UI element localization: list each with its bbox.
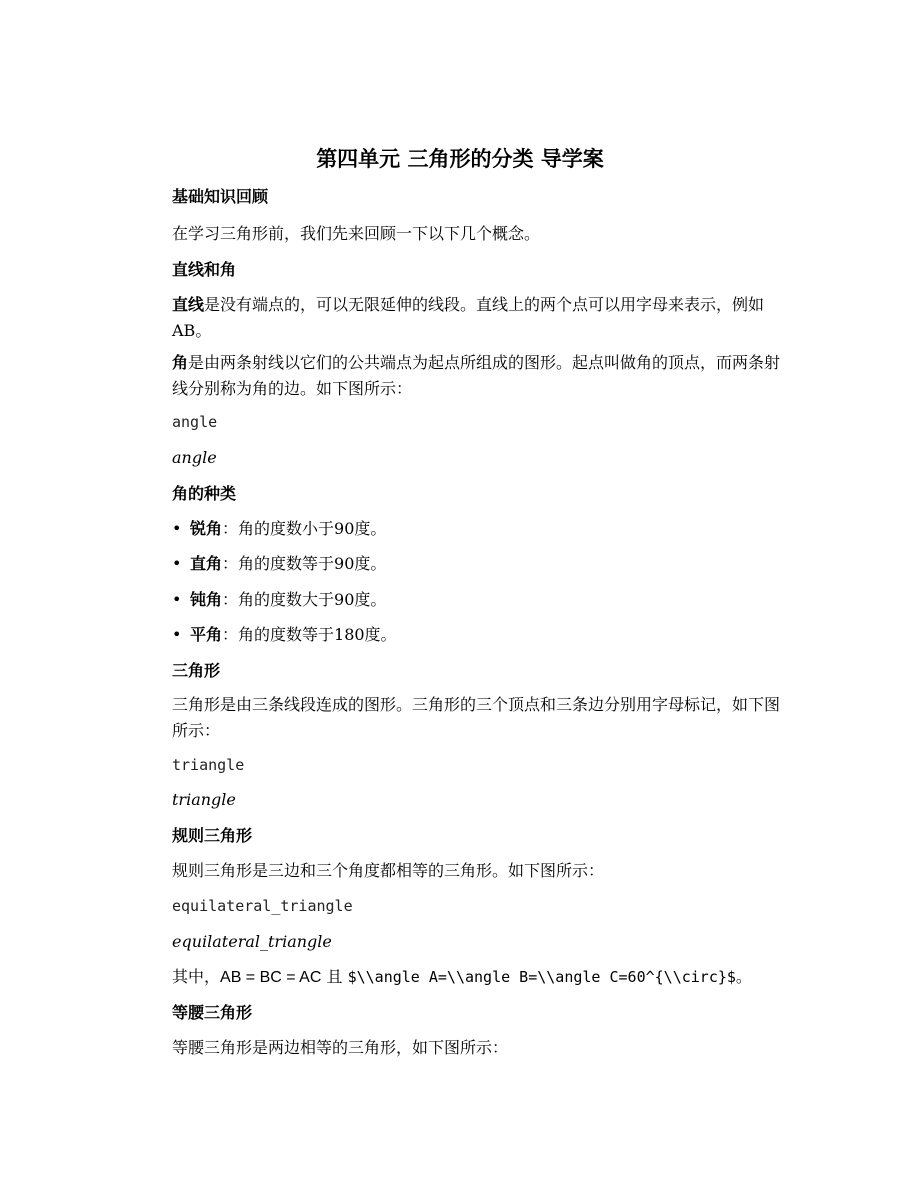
term-angle: 角 bbox=[172, 353, 189, 372]
heading-triangle: 三角形 bbox=[172, 661, 221, 680]
list-item-text: ：角的度数等于90度。 bbox=[222, 554, 387, 573]
document-title: 第四单元 三角形的分类 导学案 bbox=[316, 147, 604, 171]
note-end: 。 bbox=[735, 967, 752, 986]
note-mid: 且 bbox=[321, 967, 348, 986]
heading-basic-review: 基础知识回顾 bbox=[172, 187, 269, 206]
list-item-text: ：角的度数大于90度。 bbox=[222, 590, 387, 609]
paragraph-intro: 在学习三角形前，我们先来回顾一下以下几个概念。 bbox=[172, 224, 541, 243]
image-placeholder-triangle: triangle bbox=[172, 756, 245, 774]
heading-angle-types: 角的种类 bbox=[172, 484, 237, 503]
equation-sides: AB = BC = AC bbox=[220, 969, 322, 986]
latex-angles: $\\angle A=\\angle B=\\angle C=60^{\\circ}$ bbox=[347, 968, 736, 986]
term-acute: 锐角 bbox=[190, 519, 223, 538]
term-line: 直线 bbox=[172, 295, 205, 314]
paragraph-equilateral-note bbox=[172, 964, 792, 991]
note-prefix: 其中， bbox=[172, 967, 221, 986]
list-item bbox=[172, 516, 386, 542]
list-item bbox=[172, 622, 397, 648]
paragraph-isosceles-triangle: 等腰三角形是两边相等的三角形，如下图所示： bbox=[172, 1038, 509, 1057]
bullet-icon: • bbox=[172, 519, 182, 538]
image-caption-triangle: triangle bbox=[172, 790, 236, 809]
image-placeholder-equilateral: equilateral_triangle bbox=[172, 897, 353, 915]
list-item bbox=[172, 587, 386, 613]
paragraph-triangle-definition: 三角形是由三条线段连成的图形。三角形的三个顶点和三条边分别用字母标记，如下图所示： bbox=[172, 695, 781, 740]
heading-lines-angles: 直线和角 bbox=[172, 260, 237, 279]
image-placeholder-angle: angle bbox=[172, 413, 218, 431]
paragraph-angle-definition bbox=[172, 350, 792, 402]
list-item-text: ：角的度数等于180度。 bbox=[222, 625, 397, 644]
line-definition-text: 是没有端点的，可以无限延伸的线段。直线上的两个点可以用字母来表示，例如 AB。 bbox=[172, 295, 765, 340]
image-caption-equilateral: equilateral_triangle bbox=[172, 932, 332, 951]
term-obtuse: 钝角 bbox=[190, 590, 223, 609]
paragraph-line-definition bbox=[172, 292, 792, 344]
term-right: 直角 bbox=[190, 554, 223, 573]
bullet-icon: • bbox=[172, 625, 182, 644]
term-straight: 平角 bbox=[190, 625, 223, 644]
heading-isosceles-triangle: 等腰三角形 bbox=[172, 1003, 253, 1022]
angle-definition-text: 是由两条射线以它们的公共端点为起点所组成的图形。起点叫做角的顶点，而两条射线分别称为角的边。如下图所示： bbox=[172, 353, 781, 398]
list-item bbox=[172, 551, 386, 577]
heading-regular-triangle: 规则三角形 bbox=[172, 826, 253, 845]
bullet-icon: • bbox=[172, 554, 182, 573]
image-caption-angle: angle bbox=[172, 448, 217, 467]
list-item-text: ：角的度数小于90度。 bbox=[222, 519, 387, 538]
paragraph-regular-triangle: 规则三角形是三边和三个角度都相等的三角形。如下图所示： bbox=[172, 861, 605, 880]
bullet-icon: • bbox=[172, 590, 182, 609]
